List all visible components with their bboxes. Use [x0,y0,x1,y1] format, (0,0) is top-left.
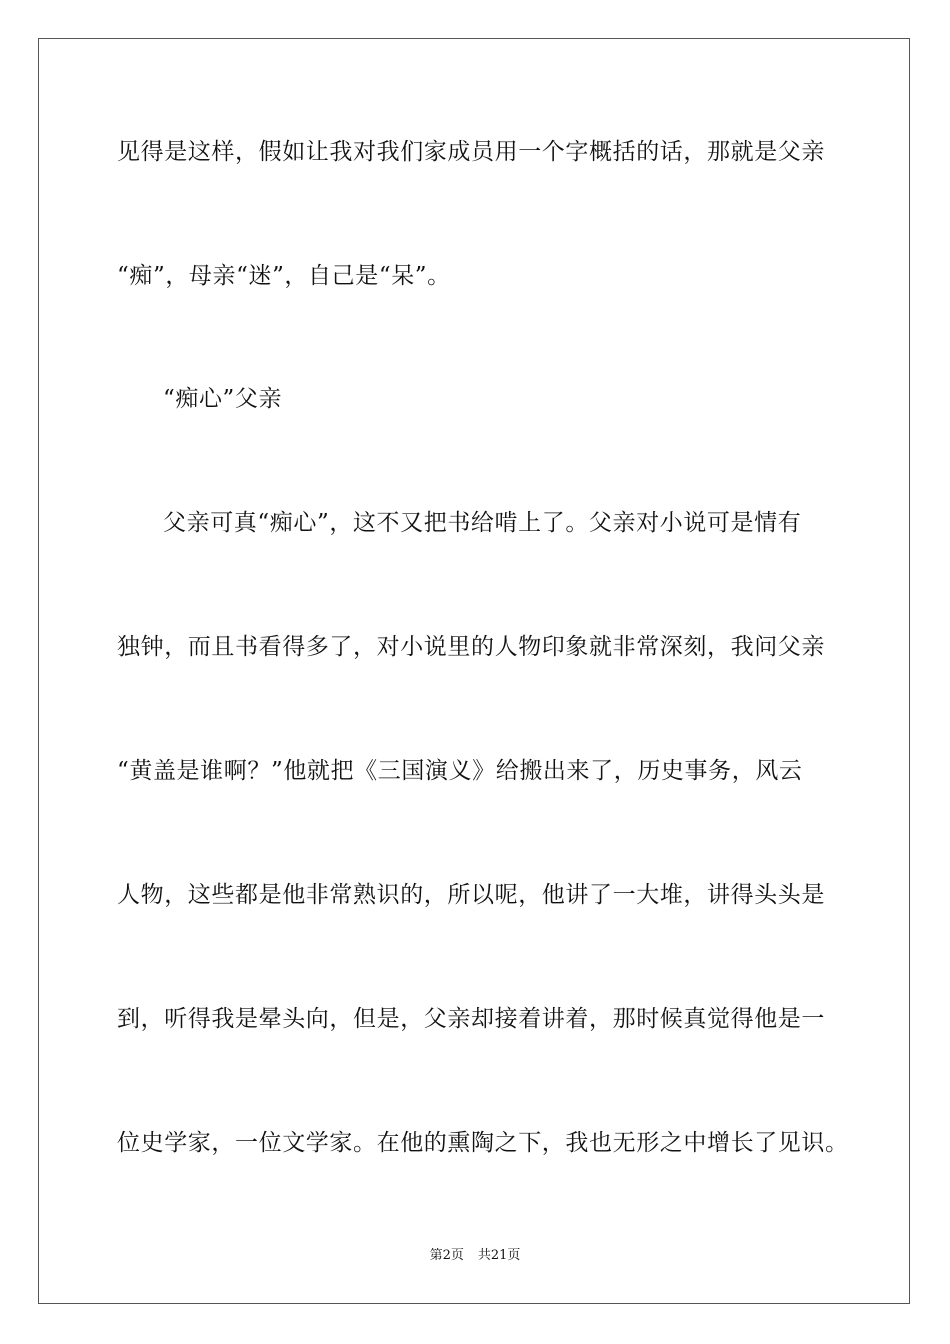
paragraph-line-6: 人物，这些都是他非常熟识的，所以呢，他讲了一大堆，讲得头头是 [117,882,825,908]
paragraph-line-3: 父亲可真“痴心”，这不又把书给啃上了。父亲对小说可是情有 [163,510,802,536]
paragraph-line-5: “黄盖是谁啊？”他就把《三国演义》给搬出来了，历史事务，风云 [117,758,803,784]
paragraph-line-2: “痴”，母亲“迷”，自己是“呆”。 [117,263,451,289]
paragraph-line-8: 位史学家，一位文学家。在他的熏陶之下，我也无形之中增长了见识。 [117,1130,849,1156]
page-total: 共21页 [477,1248,521,1263]
page-footer [0,1247,950,1265]
page-border [38,38,910,1304]
paragraph-line-1: 见得是这样，假如让我对我们家成员用一个字概括的话，那就是父亲 [117,139,825,165]
paragraph-line-7: 到，听得我是晕头向，但是，父亲却接着讲着，那时候真觉得他是一 [117,1006,825,1032]
section-heading: “痴心”父亲 [163,386,283,412]
paragraph-line-4: 独钟，而且书看得多了，对小说里的人物印象就非常深刻，我问父亲 [117,634,825,660]
page-number: 第2页 [429,1248,464,1263]
